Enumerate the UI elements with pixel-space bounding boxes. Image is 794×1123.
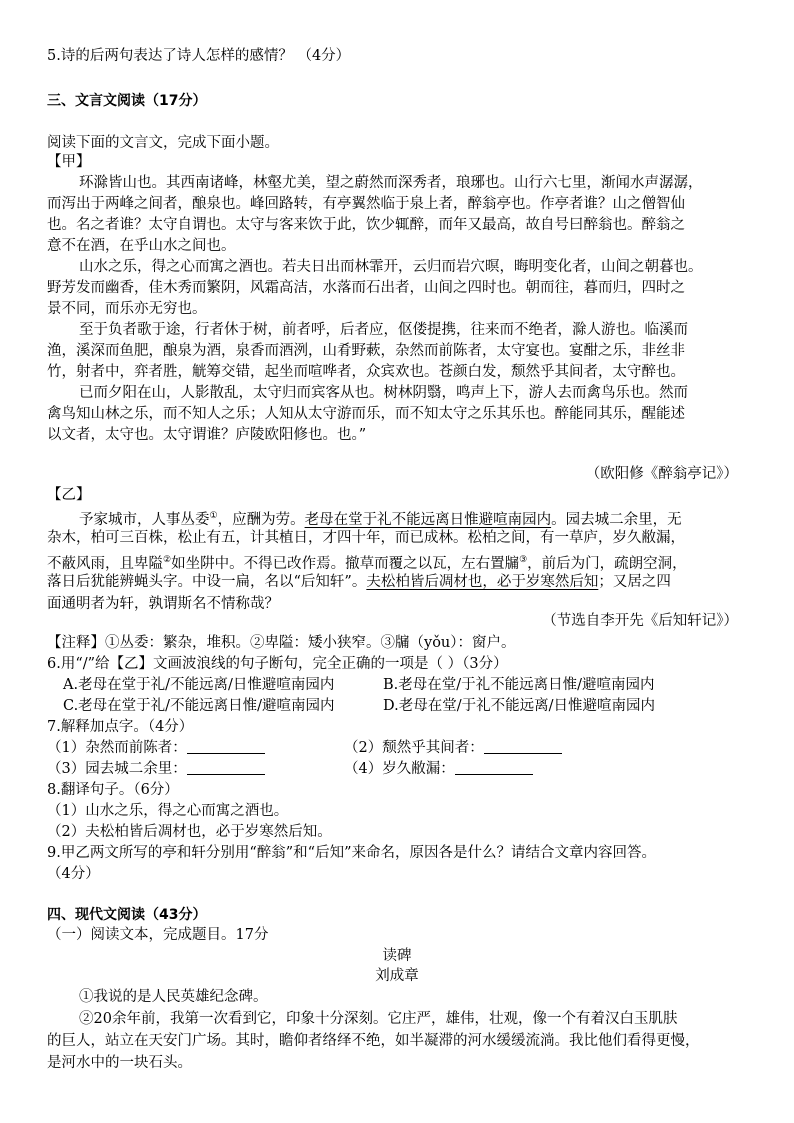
answer-blank[interactable] (187, 739, 265, 754)
article-title: 读碑 (382, 948, 412, 964)
passage-yi-line: 面通明者为轩，孰谓斯名不情称哉？ (47, 596, 279, 612)
question-7-item-2: （2）颓然乎其间者： (344, 737, 562, 759)
passage-yi-line: 予家城市，人事丛委①，应酬为劳。老母在堂于礼不能远离日惟避喧南园内。园去城二余里，无 (79, 511, 682, 528)
option-c: C.老母在堂于礼/不能远离日惟/避喧南园内 (63, 698, 335, 714)
passage-jia-line: 景不同，而乐亦无穷也。 (47, 301, 207, 317)
passage-jia-line: 以文者，太守也。太守谓谁？庐陵欧阳修也。也。” (47, 427, 367, 443)
article-paragraph: 是河水中的一块石头。 (47, 1055, 192, 1071)
passage-jia-line: 竹，射者中，弈者胜，觥筹交错，起坐而喧哗者，众宾欢也。苍颜白发，颓然乎其间者，太守醉也。 (47, 364, 685, 380)
passage-jia-line: 也。名之者谁？太守自谓也。太守与客来饮于此，饮少辄醉，而年又最高，故自号曰醉翁也。醉翁之 (47, 217, 685, 233)
passage-jia-line: 已而夕阳在山，人影散乱，太守归而宾客从也。树林阴翳，鸣声上下，游人去而禽鸟乐也。然而 (79, 385, 688, 401)
passage-jia-source: （欧阳修《醉翁亭记》） (585, 466, 738, 482)
article-paragraph: ②20余年前，我第一次看到它，印象十分深刻。它庄严，雄伟，壮观，像一个有着汉白玉肌肤 (79, 1011, 678, 1027)
section-4-heading: 四、现代文阅读（43分） (47, 907, 207, 923)
option-d: D.老母在堂/于礼不能远离/日惟避喧南园内 (383, 698, 655, 714)
passage-yi-line: 落日后犹能辨蝇头字。中设一扁，名以“后知轩”。夫松柏皆后凋材也，必于岁寒然后知；又居之四 (47, 574, 671, 590)
reading-instruction: 阅读下面的文言文，完成下面小题。 (47, 135, 279, 151)
wavy-underlined-sentence: 老母在堂于礼不能远离日惟避喧南园内 (304, 511, 552, 528)
passage-jia-line: 山水之乐，得之心而寓之酒也。若夫日出而林霏开，云归而岩穴暝，晦明变化者，山间之朝暮也。 (79, 259, 703, 275)
passage-jia-line: 野芳发而幽香，佳木秀而繁阴，风霜高洁，水落而石出者，山间之四时也。朝而往，暮而归，四时之 (47, 280, 685, 296)
section-3-heading: 三、文言文阅读（17分） (47, 93, 207, 109)
article-author: 刘成章 (375, 968, 419, 984)
question-8-item-1: （1）山水之乐，得之心而寓之酒也。 (47, 803, 289, 819)
passage-yi-label: 【乙】 (47, 487, 91, 503)
passage-yi-source: （节选自李开先《后知轩记》） (542, 613, 738, 629)
passage-jia-label: 【甲】 (47, 154, 91, 170)
passage-jia-line: 至于负者歌于途，行者休于树，前者呼，后者应，伛偻提携，往来而不绝者，滁人游也。临溪而 (79, 322, 688, 338)
option-a: A.老母在堂于礼/不能远离/日惟避喧南园内 (63, 677, 335, 693)
answer-blank[interactable] (187, 760, 265, 775)
passage-yi-line: 杂木，柏可三百株，松止有五，计其植日，才四十年，而已成林。松柏之间，有一草庐，岁久敝漏， (47, 530, 685, 546)
question-7-item-1: （1）杂然而前陈者： (47, 737, 265, 759)
question-7-item-4: （4）岁久敝漏： (344, 758, 533, 780)
answer-blank[interactable] (484, 739, 562, 754)
question-8: 8.翻译句子。（6分） (47, 782, 179, 798)
article-paragraph: 的巨人，站立在天安门广场。其时，瞻仰者络绎不绝，如半凝滞的河水缓缓流淌。我比他们看得更慢， (47, 1033, 700, 1049)
question-8-item-2: （2）夫松柏皆后凋材也，必于岁寒然后知。 (47, 824, 332, 840)
passage-yi-line: 不蔽风雨，且卑隘②如坐阱中。不得已改作焉。撤草而覆之以瓦，左右置牖③，前后为门，疏朗空洞， (47, 555, 687, 572)
underlined-sentence: 夫松柏皆后凋材也，必于岁寒然后知 (366, 574, 599, 590)
passage-jia-line: 而泻出于两峰之间者，酿泉也。峰回路转，有亭翼然临于泉上者，醉翁亭也。作亭者谁？山之僧智仙 (47, 196, 685, 212)
question-9-score: （4分） (47, 866, 100, 882)
passage-jia-line: 环滁皆山也。其西南诸峰，林壑尤美，望之蔚然而深秀者，琅琊也。山行六七里，渐闻水声潺潺， (79, 175, 703, 191)
article-paragraph: ①我说的是人民英雄纪念碑。 (79, 989, 268, 1005)
option-b: B.老母在堂/于礼不能远离日惟/避喧南园内 (383, 677, 655, 693)
passage-jia-line: 禽鸟知山林之乐，而不知人之乐；人知从太守游而乐，而不知太守之乐其乐也。醉能同其乐，醒能述 (47, 406, 685, 422)
question-7-item-3: （3）园去城二余里： (47, 758, 265, 780)
subsection-1-heading: （一）阅读文本，完成题目。17分 (47, 927, 269, 943)
annotation-notes: 【注释】①丛委：繁杂，堆积。②卑隘：矮小狭窄。③牖（yǒu）：窗户。 (47, 635, 516, 651)
answer-blank[interactable] (455, 760, 533, 775)
question-5: 5.诗的后两句表达了诗人怎样的感情？ （4分） (47, 48, 351, 64)
passage-jia-line: 渔，溪深而鱼肥，酿泉为酒，泉香而酒洌，山肴野蔌，杂然而前陈者，太守宴也。宴酣之乐，非丝非 (47, 343, 685, 359)
question-9: 9.甲乙两文所写的亭和轩分别用“醉翁”和“后知”来命名，原因各是什么？请结合文章内容回答。 (47, 845, 656, 861)
passage-jia-line: 意不在酒，在乎山水之间也。 (47, 238, 236, 254)
question-6: 6.用“/”给【乙】文画波浪线的句子断句，完全正确的一项是（ ）（3分） (47, 656, 508, 672)
question-7: 7.解释加点字。（4分） (47, 719, 194, 735)
